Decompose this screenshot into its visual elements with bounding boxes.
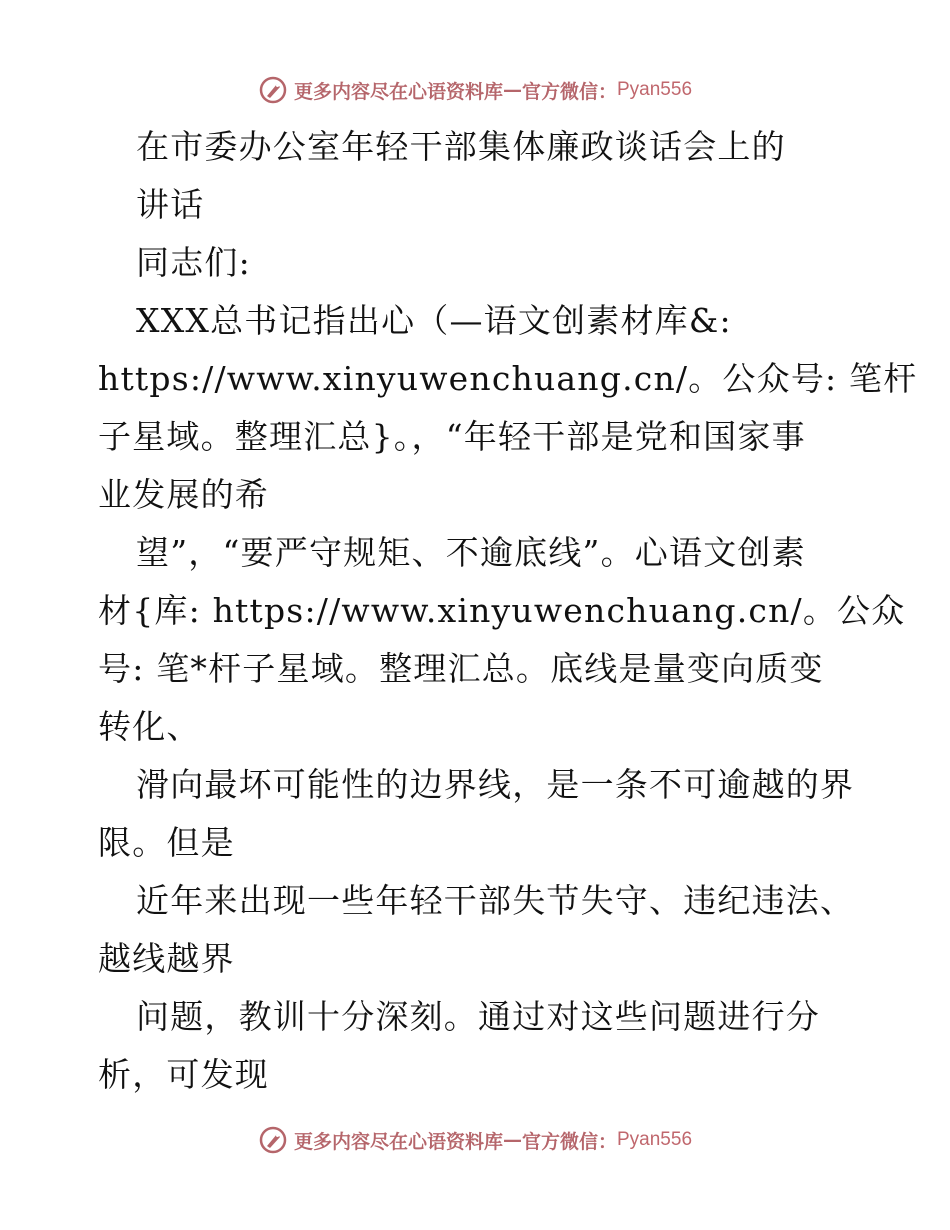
salutation-line: 同志们: xyxy=(136,243,251,282)
pen-nib-icon xyxy=(258,1125,288,1155)
watermark-wechat-label: 官方微信： xyxy=(521,1130,617,1153)
paragraph-line: 转化、 xyxy=(98,707,201,746)
paragraph-line: 滑向最坏可能性的边界线，是一条不可逾越的界 xyxy=(136,765,855,804)
watermark-separator: — xyxy=(502,79,522,101)
watermark-brand-text: 更多内容尽在心语资料库 xyxy=(293,1130,503,1153)
watermark-wechat-id: Pyan556 xyxy=(617,79,693,100)
watermark-brand-text: 更多内容尽在心语资料库 xyxy=(293,80,503,103)
document-title-line: 讲话 xyxy=(136,185,205,224)
header-watermark xyxy=(0,70,950,110)
paragraph-line: 业发展的希 xyxy=(98,475,269,514)
paragraph-line: 子星域。整理汇总}。，“年轻干部是党和国家事 xyxy=(98,417,806,456)
paragraph-line: 析，可发现 xyxy=(98,1055,269,1094)
watermark-separator: — xyxy=(502,1129,522,1151)
footer-watermark xyxy=(0,1120,950,1160)
paragraph-line: 材{库: https://www.xinyuwenchuang.cn/。公众 xyxy=(98,591,906,630)
document-body xyxy=(98,118,918,1104)
pen-nib-icon xyxy=(258,75,288,105)
paragraph-line: 望”，“要严守规矩、不逾底线”。心语文创素 xyxy=(136,533,806,572)
paragraph-line: 越线越界 xyxy=(98,939,235,978)
paragraph-line: 问题，教训十分深刻。通过对这些问题进行分 xyxy=(136,997,820,1036)
paragraph-line: 近年来出现一些年轻干部失节失守、违纪违法、 xyxy=(136,881,855,920)
document-title-line: 在市委办公室年轻干部集体廉政谈话会上的 xyxy=(136,127,786,166)
paragraph-line: https://www.xinyuwenchuang.cn/。公众号: 笔杆 xyxy=(98,359,918,398)
paragraph-line: 号: 笔*杆子星域。整理汇总。底线是量变向质变 xyxy=(98,649,824,688)
paragraph-line: XXX总书记指出心（—语文创素材库&: xyxy=(136,301,732,340)
watermark-wechat-label: 官方微信： xyxy=(521,80,617,103)
paragraph-line: 限。但是 xyxy=(98,823,235,862)
watermark-wechat-id: Pyan556 xyxy=(617,1129,693,1150)
